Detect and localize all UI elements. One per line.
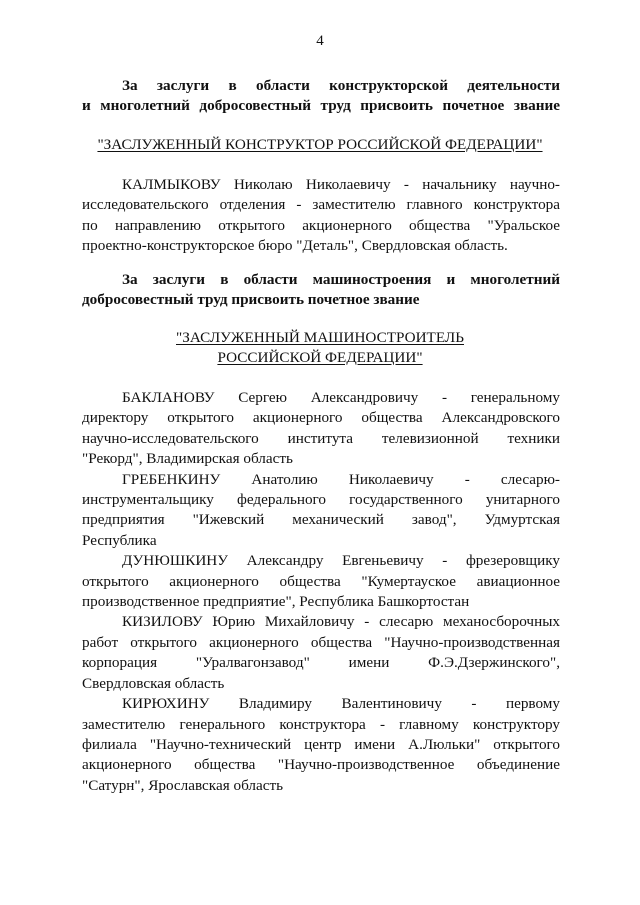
list-item <box>82 551 560 612</box>
entry-line: корпорация "Уралвагонзавод" имени Ф.Э.Дзержинского", <box>82 654 560 672</box>
entry-line: филиала "Научно-технический центр имени А.Люльки" открытого <box>82 735 560 753</box>
entry-line: ГРЕБЕНКИНУ Анатолию Николаевичу - слесарю- <box>122 470 560 488</box>
entry-line: директору открытого акционерного общества Александровского <box>82 409 560 427</box>
entry-line: БАКЛАНОВУ Сергею Александровичу - генеральному <box>122 389 560 406</box>
intro-line: добросовестный труд присвоить почетное звание <box>82 291 420 309</box>
entry-line: КАЛМЫКОВУ Николаю Николаевичу - начальнику научно- <box>122 176 560 193</box>
title-text: "ЗАСЛУЖЕННЫЙ МАШИНОСТРОИТЕЛЬ <box>176 329 464 346</box>
entry-line: акционерного общества "Научно-производственное объединение <box>82 756 560 774</box>
title-text: РОССИЙСКОЙ ФЕДЕРАЦИИ" <box>217 349 423 366</box>
list-item <box>82 388 560 470</box>
list-item <box>82 470 560 552</box>
list-item <box>82 694 560 796</box>
list-item <box>82 612 560 694</box>
entry-line: инструментальщику федерального государственного унитарного <box>82 491 560 509</box>
entry-line: по направлению открытого акционерного общества "Уральское <box>82 216 560 234</box>
entry-line: заместителю генерального конструктора - главному конструктору <box>82 715 560 733</box>
section1-title <box>0 135 640 155</box>
entry-line: работ открытого акционерного общества "Научно-производственная <box>82 633 560 651</box>
section2-intro <box>82 270 560 311</box>
entry-line: открытого акционерного общества "Кумертауское авиационное <box>82 572 560 590</box>
entry-line: "Рекорд", Владимирская область <box>82 450 293 468</box>
entry-line: ДУНЮШКИНУ Александру Евгеньевичу - фрезеровщику <box>122 552 560 570</box>
section2-entries <box>82 388 560 796</box>
section1-entry <box>82 175 560 257</box>
entry-line: КИРЮХИНУ Владимиру Валентиновичу - первому <box>122 695 560 713</box>
entry-line: исследовательского отделения - заместителю главного конструктора <box>82 196 560 214</box>
page-number: 4 <box>316 33 324 49</box>
intro-line: За заслуги в области машиностроения и многолетний <box>122 271 560 288</box>
entry-line: Республика <box>82 531 157 549</box>
title-text: "ЗАСЛУЖЕННЫЙ КОНСТРУКТОР РОССИЙСКОЙ ФЕДЕРАЦИИ" <box>97 136 543 153</box>
intro-line: За заслуги в области конструкторской деятельности <box>122 77 560 94</box>
section1-intro <box>82 76 560 117</box>
intro-line: и многолетний добросовестный труд присвоить почетное звание <box>82 97 560 115</box>
entry-line: научно-исследовательского института телевизионной техники <box>82 429 560 447</box>
entry-line: проектно-конструкторское бюро "Деталь", Свердловская область. <box>82 237 508 255</box>
entry-line: КИЗИЛОВУ Юрию Михайловичу - слесарю механосборочных <box>122 613 560 631</box>
section2-title <box>0 328 640 368</box>
entry-line: "Сатурн", Ярославская область <box>82 776 284 794</box>
entry-line: Свердловская область <box>82 674 225 692</box>
entry-line: предприятия "Ижевский механический завод", Удмуртская <box>82 511 560 529</box>
entry-line: производственное предприятие", Республика Башкортостан <box>82 593 470 611</box>
